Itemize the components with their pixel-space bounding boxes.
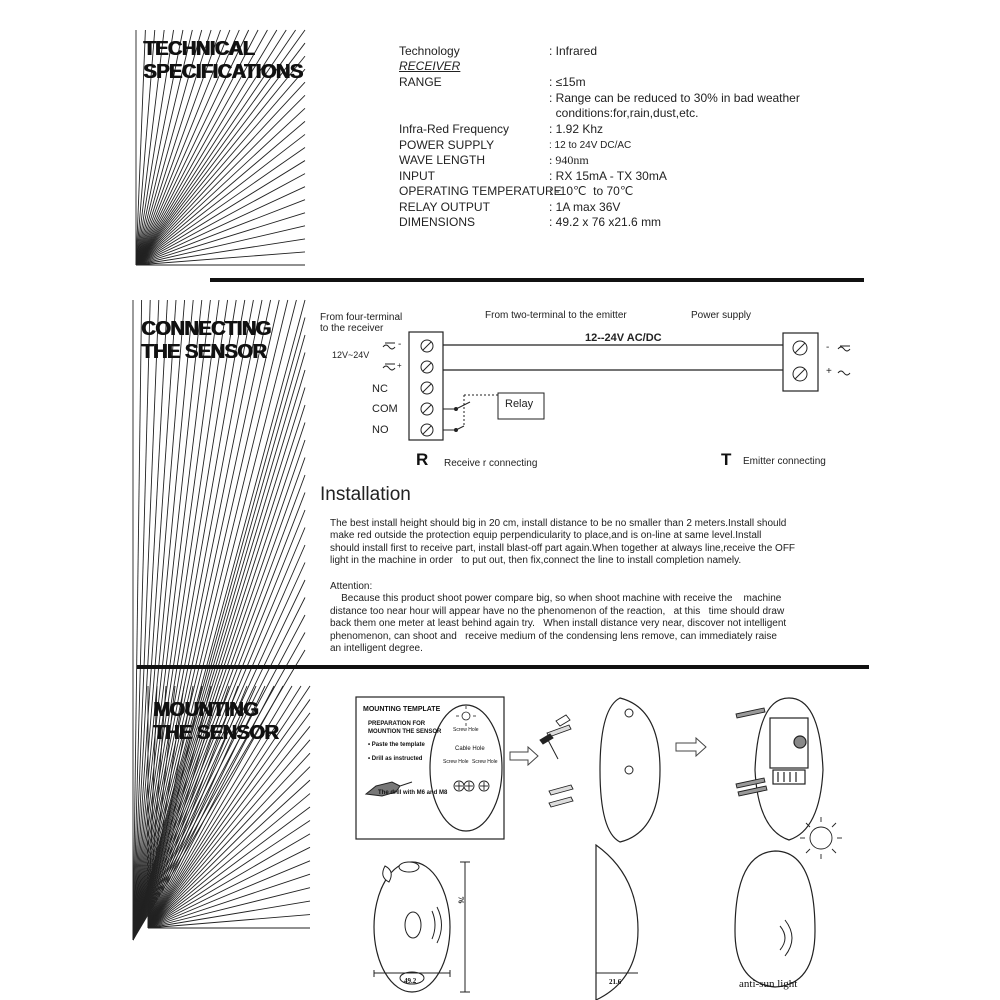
text-line: make red outside the protection equip perpendicularity to place,and is on-line at same level.Install — [330, 530, 762, 542]
receiver-minus-sign: - — [398, 339, 402, 350]
spec-label: POWER SUPPLY — [399, 138, 495, 152]
connecting-heading-line2: THE SENSOR — [141, 341, 267, 363]
text-line: should install first to receive part, install blast-off part again.When together at always line,receive the OFF — [330, 542, 796, 554]
template-step-1: • Paste the template — [368, 742, 425, 748]
template-prep — [368, 720, 441, 736]
text-line: back them one meter at least behind again try. When install distance very near, discover not intelligent — [330, 618, 787, 630]
no-label: NO — [372, 424, 389, 436]
spec-row — [399, 75, 869, 91]
arrow-right-icon — [676, 738, 706, 756]
emitter-letter: T — [721, 450, 732, 469]
spec-row — [399, 44, 869, 60]
template-step-2: • Drill as instructed — [368, 756, 423, 762]
spec-value: : Range can be reduced to 30% in bad weather — [549, 91, 800, 105]
specs-heading-line2: SPECIFICATIONS — [143, 61, 303, 83]
screw-hole-right-label: Screw Hole — [472, 759, 498, 765]
from-four-line1: From four-terminal — [320, 312, 403, 323]
from-two-terminal-label: From two-terminal to the emitter — [485, 310, 627, 321]
from-four-terminal-label — [320, 312, 402, 334]
spec-value: : RX 15mA - TX 30mA — [549, 169, 667, 183]
section-divider-1 — [210, 278, 864, 282]
wall-plug-icon — [547, 715, 573, 807]
sensor-with-hood — [735, 851, 815, 987]
text-line: phenomenon, can shoot and receive medium of the condensing lens remove, can immediately raise — [330, 630, 777, 642]
sensor-side-profile — [596, 845, 638, 1000]
decorative-ray — [136, 252, 305, 265]
decorative-ray — [136, 95, 305, 265]
text-line: an intelligent degree. — [330, 643, 423, 655]
spec-row — [399, 122, 869, 138]
spec-receiver-label: RECEIVER — [399, 59, 461, 73]
spec-row — [399, 91, 869, 107]
sensor-open-housing — [755, 698, 823, 840]
screw-hole-icons — [454, 781, 489, 791]
sun-icon — [800, 817, 842, 859]
ac-symbol-icon — [383, 343, 395, 370]
relay-label: Relay — [505, 398, 534, 410]
decorative-ray — [136, 239, 305, 265]
voltage-range-label: 12V~24V — [332, 350, 370, 360]
spec-label: INPUT — [399, 169, 435, 183]
connecting-heading-line1: CONNECTING — [141, 318, 271, 340]
installation-paragraph — [330, 518, 870, 568]
spec-label: OPERATING TEMPERATURE — [399, 184, 562, 198]
spec-value: : 49.2 x 76 x21.6 mm — [549, 215, 662, 229]
spec-label: Infra-Red Frequency — [399, 122, 510, 136]
spec-row — [399, 200, 869, 216]
receiver-letter: R — [416, 450, 429, 469]
arrow-right-icon — [510, 747, 538, 765]
emitter-caption: Emitter connecting — [743, 456, 826, 467]
spec-row — [399, 138, 869, 154]
from-four-line2: to the receiver — [320, 323, 384, 334]
spec-value: : 940nm — [549, 153, 589, 167]
screw-hole-left-label: Screw Hole — [443, 759, 469, 765]
anti-sun-light-label: anti-sun light — [739, 978, 798, 990]
text-line: distance too near hour will appear have no the phenomenon of the reaction, at this time should draw — [330, 605, 785, 617]
spec-label: RANGE — [399, 75, 442, 89]
nc-label: NC — [372, 383, 388, 395]
spec-value: conditions:for,rain,dust,etc. — [549, 106, 699, 120]
spec-value: : ≤15m — [549, 75, 586, 89]
hammer-icon — [540, 734, 558, 759]
installation-title: Installation — [320, 484, 411, 505]
power-supply-label: Power supply — [691, 310, 752, 321]
spec-row — [399, 153, 869, 169]
mounting-heading-line2: THE SENSOR — [153, 722, 279, 744]
spec-value: : Infrared — [549, 44, 598, 58]
text-line: Because this product shoot power compare big, so when shoot machine with receive the machine — [330, 593, 782, 605]
receiver-plus-sign: + — [397, 361, 402, 370]
spec-row — [399, 59, 869, 75]
specs-heading-line1: TECHNICAL — [143, 38, 255, 60]
spec-row — [399, 106, 869, 122]
spec-value: : -10℃ to 70℃ — [549, 184, 634, 198]
spec-row — [399, 169, 869, 185]
emitter-plus-sign: + — [826, 366, 832, 377]
emitter-minus-sign: - — [826, 342, 830, 353]
dim-height-label: 76 — [456, 896, 465, 904]
dim-depth-label: 21.6 — [609, 978, 622, 986]
dim-width-label: 49.2 — [404, 977, 417, 985]
mounting-heading-line1: MOUNTING — [153, 699, 258, 721]
wiring-diagram — [0, 300, 1000, 500]
cable-hole-label: Cable Hole — [455, 746, 485, 752]
ac-symbol-icon — [838, 346, 850, 375]
attention-label: Attention: — [330, 581, 373, 592]
screw-hole-top-label: Screw Hole — [453, 727, 479, 733]
specs-heading — [143, 38, 302, 84]
specs-section — [0, 0, 1000, 290]
text-line: The best install height should big in 20 cm, install distance to be no smaller than 2 meters.Install should — [330, 518, 787, 529]
spec-label: RELAY OUTPUT — [399, 200, 490, 214]
spec-label: DIMENSIONS — [399, 215, 476, 229]
template-prep-line2: MOUNTION THE SENSOR — [368, 729, 442, 735]
template-prep-line1: PREPARATION FOR — [368, 721, 426, 727]
template-drill-note: The drill with M6 and M8 — [378, 790, 448, 796]
spec-value: : 1A max 36V — [549, 200, 621, 214]
spec-value: : 1.92 Khz — [549, 122, 604, 136]
spec-label: Technology — [399, 44, 460, 58]
receiver-caption: Receive r connecting — [444, 458, 538, 469]
spec-row — [399, 215, 869, 231]
text-line: light in the machine in order to put out, then fix,connect the line to install completion namely. — [330, 555, 742, 567]
mounting-template-card — [0, 660, 1000, 1000]
decorative-ray — [136, 69, 305, 265]
spec-label: WAVE LENGTH — [399, 153, 486, 167]
spec-value: : 12 to 24V DC/AC — [549, 140, 632, 151]
decorative-ray — [136, 213, 305, 265]
template-title: MOUNTING TEMPLATE — [363, 706, 441, 713]
attention-paragraph — [330, 581, 870, 655]
spec-row — [399, 184, 869, 200]
com-label: COM — [372, 403, 398, 415]
cable-voltage-label: 12--24V AC/DC — [585, 332, 662, 344]
